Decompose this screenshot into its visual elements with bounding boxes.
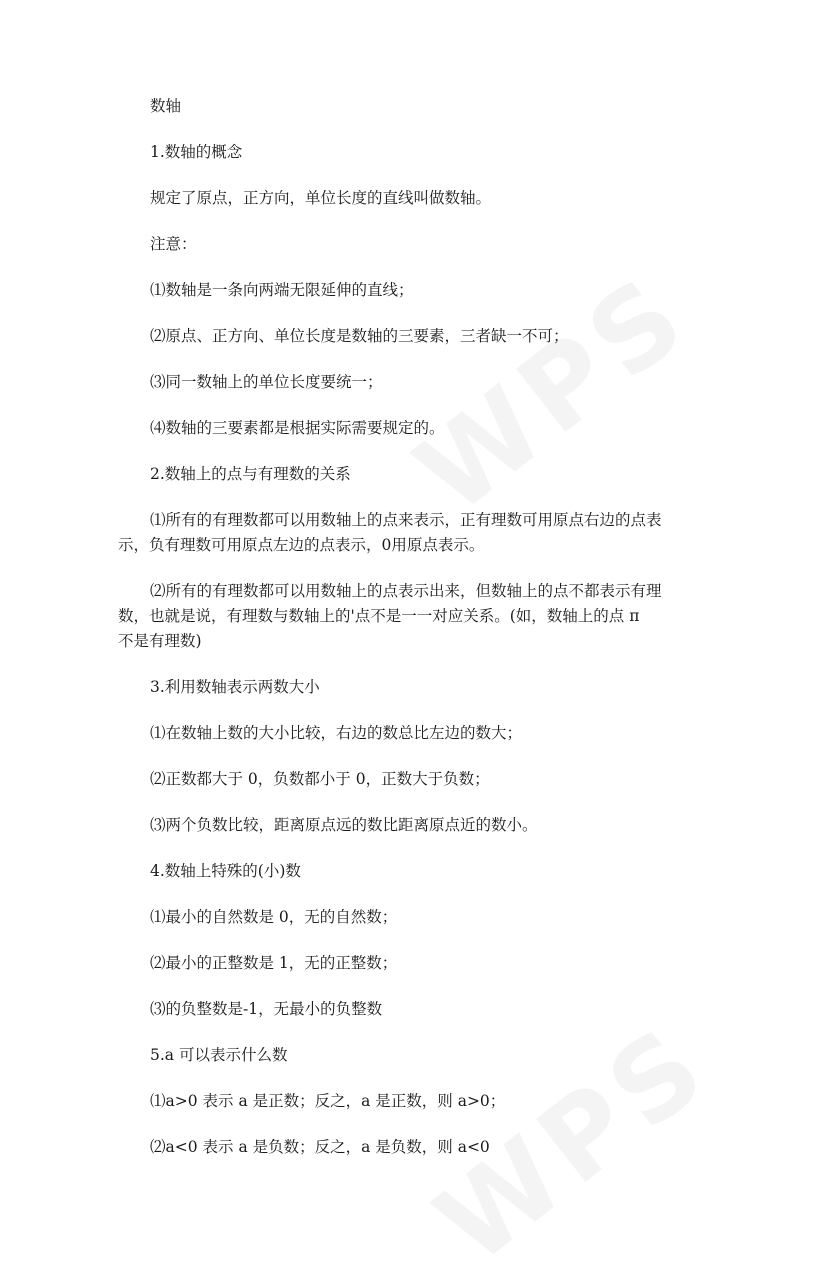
list-item: ⑵a<0 表示 a 是负数；反之，a 是负数，则 a<0	[150, 1138, 490, 1156]
list-item: ⑵原点、正方向、单位长度是数轴的三要素，三者缺一不可；	[150, 327, 569, 345]
paragraph-line: ⑵所有的有理数都可以用数轴上的点表示出来，但数轴上的点不都表示有理	[150, 582, 662, 600]
paragraph-relation-1	[118, 508, 718, 558]
document-body	[118, 94, 718, 1160]
list-item: ⑴最小的自然数是 0，无的自然数；	[150, 908, 398, 926]
paragraph-line: 数，也就是说，有理数与数轴上的'点不是一一对应关系。(如，数轴上的点 π	[118, 607, 640, 625]
paragraph-line: ⑴所有的有理数都可以用数轴上的点来表示，正有理数可用原点右边的点表	[150, 511, 662, 529]
paragraph: 规定了原点，正方向，单位长度的直线叫做数轴。	[150, 189, 492, 207]
list-item: ⑶两个负数比较，距离原点远的数比距离原点近的数小。	[150, 816, 538, 834]
list-item: ⑵正数都大于 0，负数都小于 0，正数大于负数；	[150, 770, 490, 788]
section-heading-2: 2.数轴上的点与有理数的关系	[150, 465, 351, 483]
paragraph-line: 不是有理数)	[118, 632, 202, 650]
list-item: ⑶的负整数是-1，无最小的负整数	[150, 1000, 383, 1018]
list-item: ⑶同一数轴上的单位长度要统一；	[150, 373, 383, 391]
section-heading-5: 5.a 可以表示什么数	[150, 1046, 288, 1064]
list-item: ⑴在数轴上数的大小比较，右边的数总比左边的数大；	[150, 724, 523, 742]
list-item: ⑵最小的正整数是 1，无的正整数；	[150, 954, 398, 972]
section-heading-4: 4.数轴上特殊的(小)数	[150, 862, 301, 880]
section-heading-3: 3.利用数轴表示两数大小	[150, 678, 320, 696]
list-item: ⑷数轴的三要素都是根据实际需要规定的。	[150, 419, 445, 437]
section-heading-1: 1.数轴的概念	[150, 143, 243, 161]
list-item: ⑴数轴是一条向两端无限延伸的直线；	[150, 281, 414, 299]
paragraph-line: 示，负有理数可用原点左边的点表示，0用原点表示。	[118, 536, 485, 554]
paragraph-relation-2	[118, 579, 718, 654]
doc-title: 数轴	[150, 97, 182, 115]
note-label: 注意：	[150, 235, 197, 253]
list-item: ⑴a>0 表示 a 是正数；反之，a 是正数，则 a>0；	[150, 1092, 506, 1110]
